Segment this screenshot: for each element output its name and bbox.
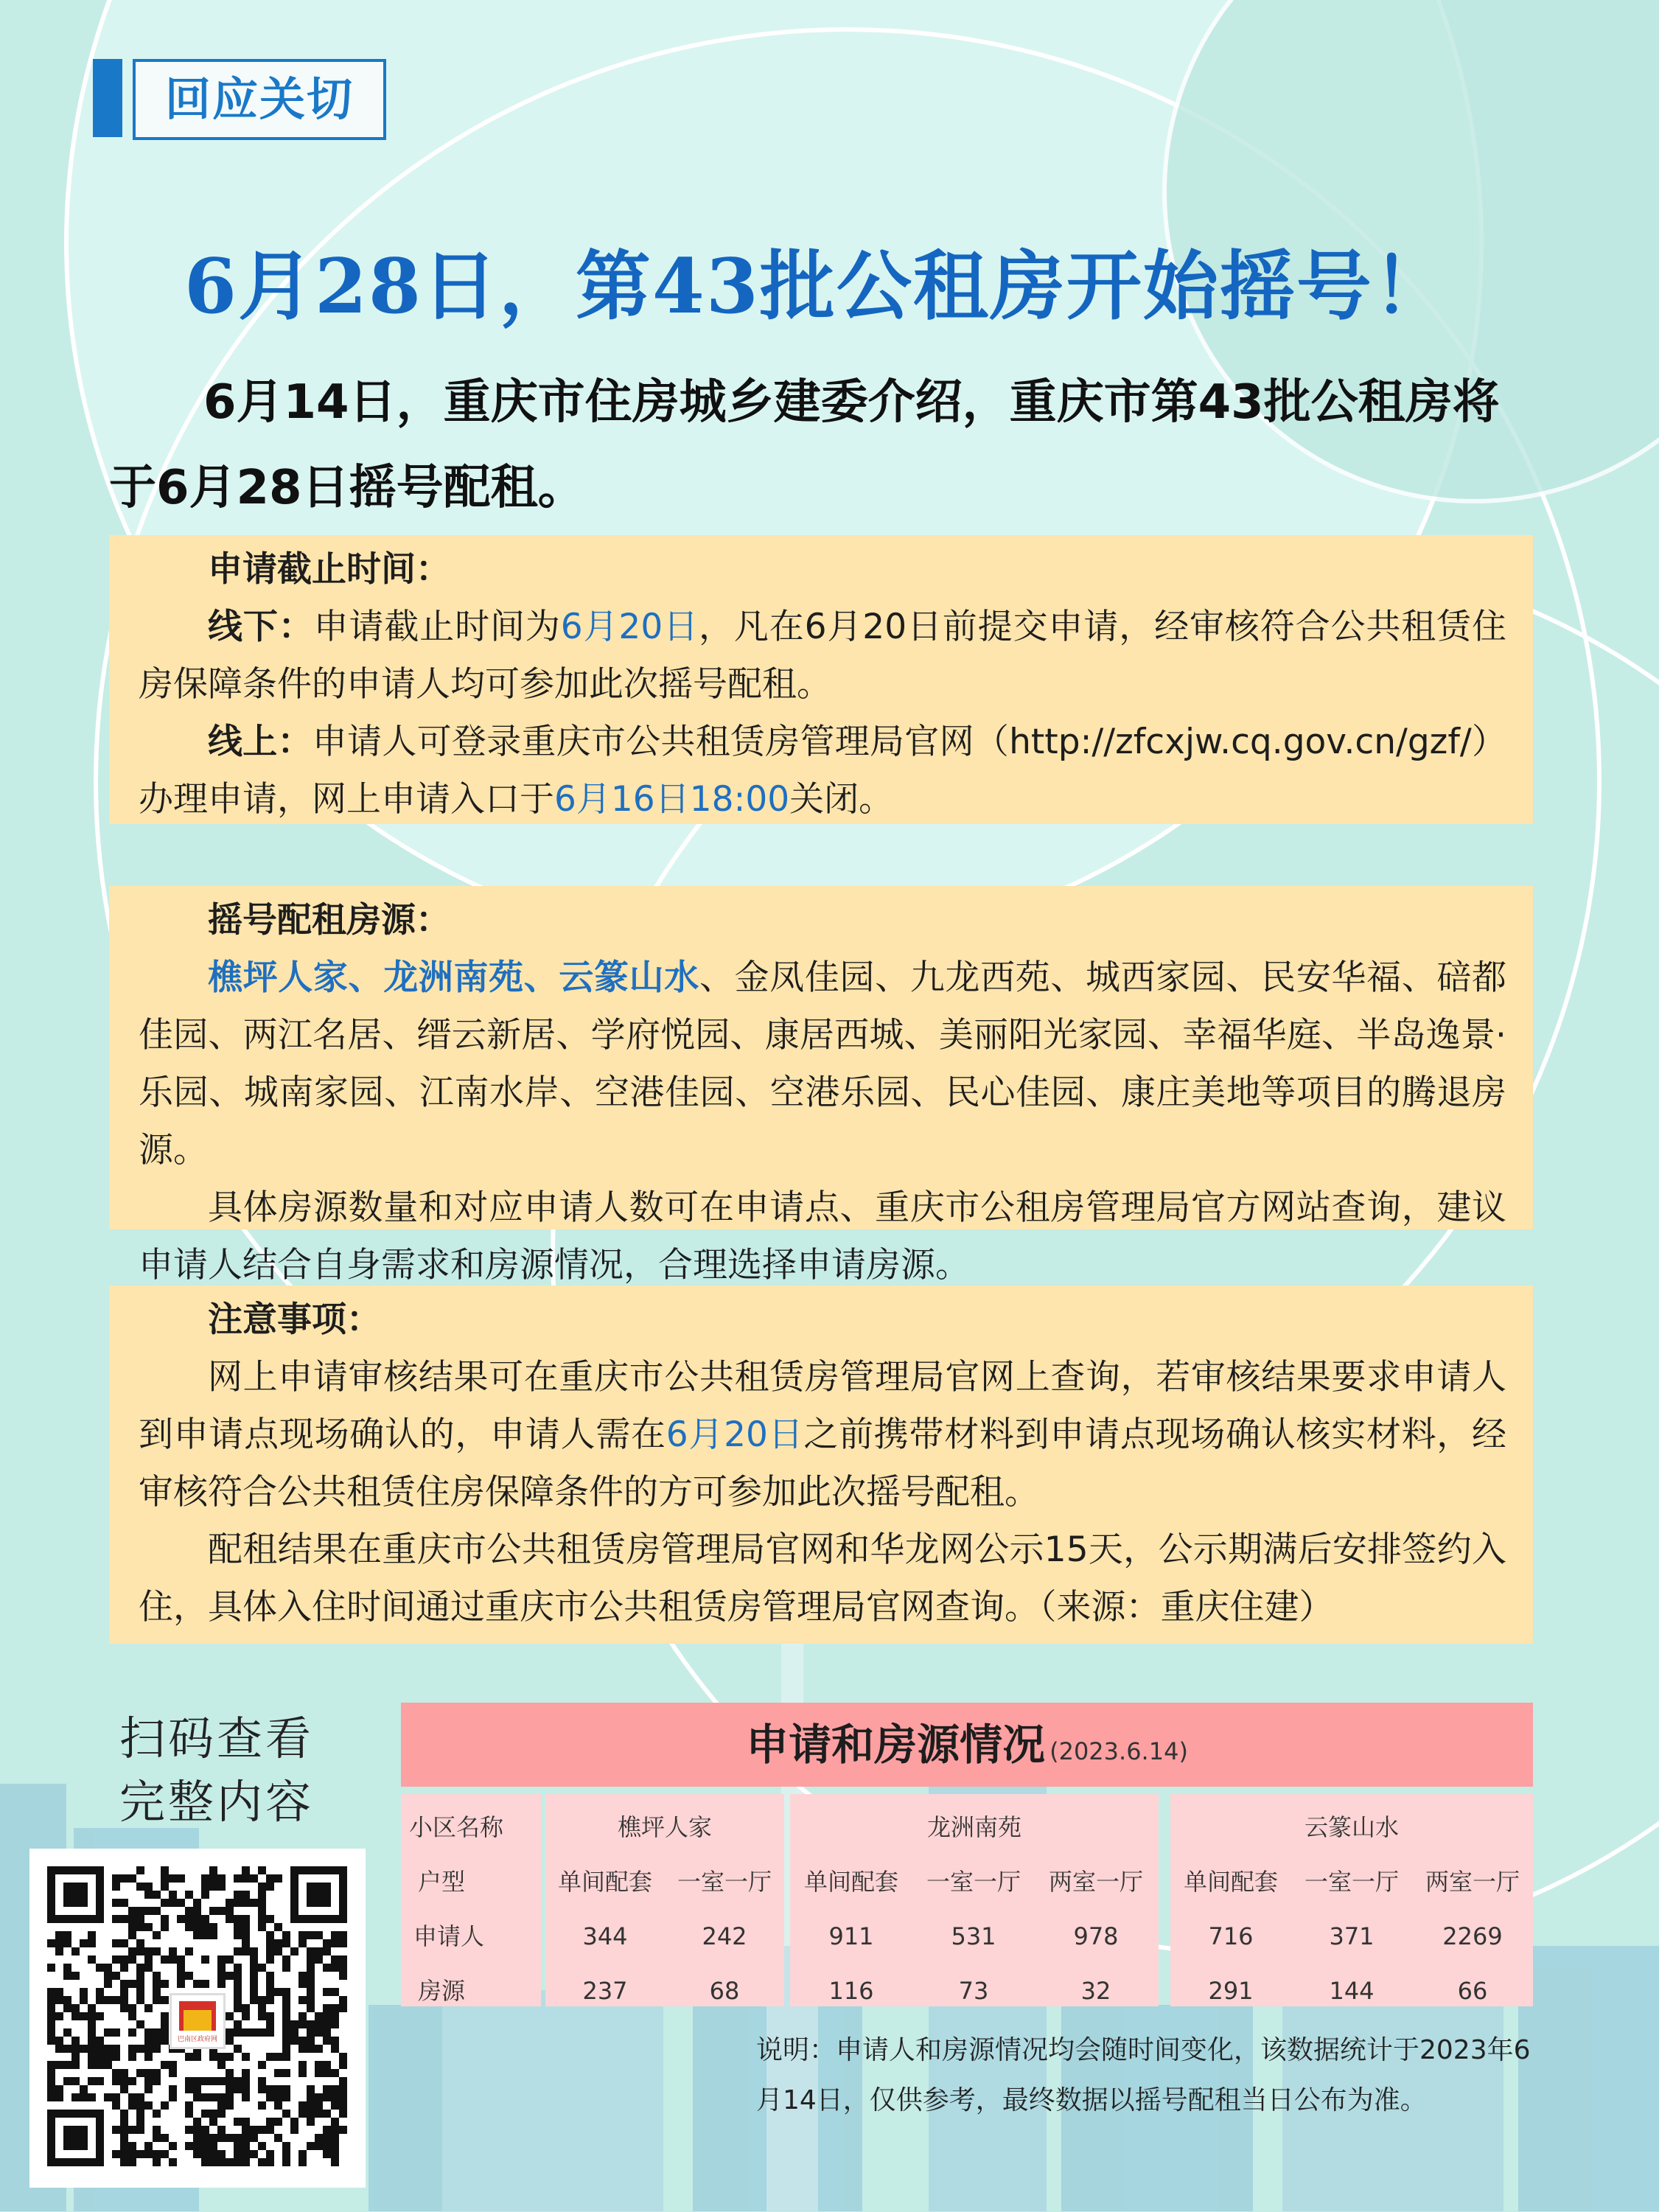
deadline-box: [109, 535, 1533, 824]
page-title: 6月28日，第43批公租房开始摇号！: [184, 243, 1450, 331]
sources-heading: 摇号配租房源：: [208, 900, 450, 941]
type-cell: 一室一厅: [926, 1868, 1021, 1896]
notes-date: 6月20日: [666, 1414, 804, 1455]
sources-highlight: 樵坪人家、龙洲南苑、云篆山水: [208, 957, 699, 998]
table-group-longzhou: [790, 1794, 1159, 2006]
table-group-yunzhuan: [1170, 1794, 1533, 2006]
notes-box: [109, 1285, 1533, 1644]
tag-accent-bar: [93, 59, 122, 137]
table-title: 申请和房源情况 (2023.6.14): [401, 1703, 1533, 1787]
intro-paragraph: 6月14日，重庆市住房城乡建委介绍，重庆市第43批公租房将于6月28日摇号配租。: [109, 375, 1500, 515]
type-cell: 一室一厅: [1304, 1868, 1399, 1896]
notes-paragraph-1: 网上申请审核结果可在重庆市公共租赁房管理局官网上查询，若审核结果要求申请人到申请点现场确认的，申请人需在6月20日之前携带材料到申请点现场确认核实材料，经审核符合公共租赁住房保障条件的方可参加此次摇号配租。: [139, 1357, 1507, 1513]
label-type: 户型: [417, 1868, 465, 1896]
applicants-cell: 531: [951, 1922, 996, 1950]
type-cell: 单间配套: [557, 1868, 652, 1896]
type-cell: 单间配套: [1183, 1868, 1278, 1896]
applicants-cell: 2269: [1442, 1922, 1503, 1950]
scan-prompt: 扫码查看 完整内容: [119, 1712, 315, 1829]
type-cell: 两室一厅: [1048, 1868, 1143, 1896]
housing-cell: 237: [582, 1977, 628, 2005]
applicants-cell: 344: [582, 1922, 628, 1950]
type-cell: 两室一厅: [1425, 1868, 1520, 1896]
label-applicants: 申请人: [413, 1922, 484, 1950]
sources-box: [109, 886, 1533, 1285]
applicants-cell: 978: [1073, 1922, 1119, 1950]
group-name: 云篆山水: [1304, 1813, 1399, 1841]
section-tag: 回应关切: [133, 59, 386, 140]
housing-cell: 66: [1457, 1977, 1488, 2005]
group-name: 樵坪人家: [617, 1813, 712, 1841]
applicants-cell: 371: [1329, 1922, 1375, 1950]
sources-paragraph-2: 具体房源数量和对应申请人数可在申请点、重庆市公租房管理局官方网站查询，建议申请人结合自身需求和房源情况，合理选择申请房源。: [139, 1187, 1506, 1285]
housing-cell: 144: [1329, 1977, 1375, 2005]
label-name: 小区名称: [408, 1813, 503, 1841]
housing-cell: 116: [828, 1977, 874, 2005]
type-cell: 一室一厅: [677, 1868, 772, 1896]
applicants-cell: 911: [828, 1922, 874, 1950]
qr-code[interactable]: [29, 1849, 366, 2188]
table-group-qiaoping: [545, 1794, 784, 2006]
notes-heading: 注意事项：: [208, 1299, 381, 1340]
applicants-cell: 716: [1208, 1922, 1254, 1950]
deadline-heading: 申请截止时间：: [208, 549, 450, 590]
label-housing: 房源: [417, 1977, 465, 2005]
online-date: 6月16日18:00: [554, 779, 790, 820]
housing-cell: 291: [1208, 1977, 1254, 2005]
footnote: 说明：申请人和房源情况均会随时间变化，该数据统计于2023年6月14日，仅供参考，最终数据以摇号配租当日公布为准。: [756, 2035, 1531, 2115]
table-label-column: [401, 1794, 541, 2006]
group-name: 龙洲南苑: [926, 1813, 1021, 1841]
housing-cell: 68: [709, 1977, 740, 2005]
offline-paragraph: 线下：申请截止时间为6月20日，凡在6月20日前提交申请，经审核符合公共租赁住房保障条件的申请人均可参加此次摇号配租。: [139, 607, 1506, 705]
applicants-cell: 242: [702, 1922, 747, 1950]
offline-date: 6月20日: [560, 607, 699, 647]
sources-list: 樵坪人家、龙洲南苑、云篆山水、金凤佳园、九龙西苑、城西家园、民安华福、碚都佳园、两江名居、缙云新居、学府悦园、康居西城、美丽阳光家园、幸福华庭、半岛逸景·乐园、城南家园、江南水岸、空港佳园、空港乐园、民心佳园、康庄美地等项目的腾退房源。: [139, 957, 1507, 1170]
type-cell: 单间配套: [803, 1868, 898, 1896]
housing-cell: 32: [1080, 1977, 1111, 2005]
logo: 巴南区政府网: [170, 1993, 226, 2049]
online-paragraph: 线上：申请人可登录重庆市公共租赁房管理局官网（http://zfcxjw.cq.gov.cn/gzf/）办理申请，网上申请入口于6月16日18:00关闭。: [139, 722, 1506, 820]
notes-paragraph-2: 配租结果在重庆市公共租赁房管理局官网和华龙网公示15天，公示期满后安排签约入住，具体入住时间通过重庆市公共租赁房管理局官网查询。（来源：重庆住建）: [139, 1529, 1506, 1627]
housing-cell: 73: [958, 1977, 989, 2005]
